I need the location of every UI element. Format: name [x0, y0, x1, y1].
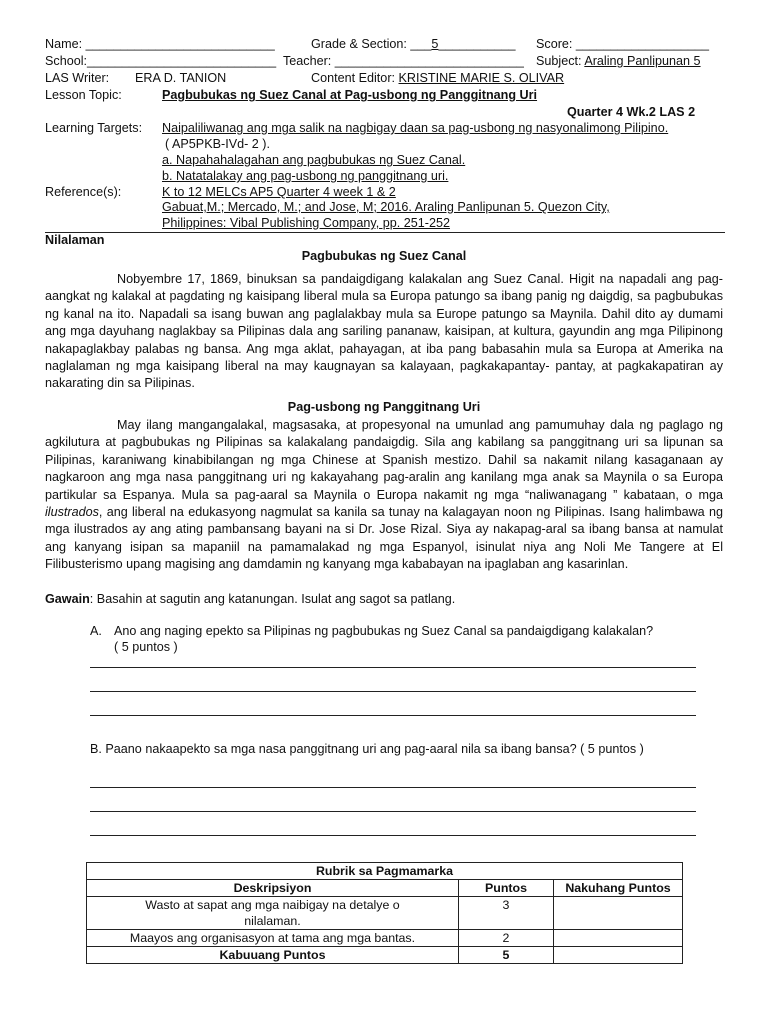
paragraph-middle-class [45, 417, 723, 574]
answer-line-b2[interactable] [90, 811, 696, 812]
answer-line-a2[interactable] [90, 691, 696, 692]
answer-line-a3[interactable] [90, 715, 696, 716]
grade-tail: ___________ [438, 37, 516, 51]
rubric-total-earned[interactable] [554, 947, 683, 964]
answer-line-b3[interactable] [90, 835, 696, 836]
table-row [87, 897, 683, 930]
heading-suez-canal: Pagbubukas ng Suez Canal [301, 249, 467, 263]
score-field-label: Score: ___________________ [536, 37, 709, 51]
paragraph-suez-canal [45, 271, 723, 393]
subject-value: Araling Panlipunan 5 [584, 54, 701, 68]
answer-line-b1[interactable] [90, 787, 696, 788]
rubric-row-1-description [87, 897, 459, 930]
rubric-total-label: Kabuuang Puntos [87, 947, 459, 964]
header-divider [45, 232, 725, 233]
col-points: Puntos [459, 880, 554, 897]
references-label: Reference(s): [45, 185, 122, 199]
teacher-field-label: Teacher: ___________________________ [283, 54, 524, 68]
rubric-row-1-desc-line-1: Wasto at sapat ang mga naibigay na detalye o [145, 898, 400, 912]
editor-value: KRISTINE MARIE S. OLIVAR [398, 71, 565, 85]
rubric-title: Rubrik sa Pagmamarka [87, 863, 683, 880]
section-label: Nilalaman [45, 233, 105, 247]
targets-code: ( AP5PKB-IVd- 2 ). [165, 137, 270, 151]
targets-label: Learning Targets: [45, 121, 143, 135]
col-description: Deskripsiyon [87, 880, 459, 897]
school-field-label: School:___________________________ [45, 54, 277, 68]
paragraph-2a-text: May ilang mangangalakal, magsasaka, at propesyonal na umunlad ang pamumuhay dala ng paglago ng agkilutura at pagbubukas ng Pilipinas sa kalakalang pandaigdig. Sila ang kabilang sa panggitnang uri sa lipunan sa Pilipinas, karaniwang kinabibilangan ng mga Chinese at Spanish mestizo. Dahil sa nakamit nilang kasaganaan ay nagkaroon ang mga nasa panggitnang uri ng kakayahang pag-aralin ang kanilang mga anak sa Maynila o sa Europa partikular sa Espanya. Mula sa pag-aaral sa Maynila o Europa nakamit ng mga “naliwanagang ” kabataan, o mga [45, 418, 723, 502]
table-row [87, 947, 683, 964]
table-row [87, 930, 683, 947]
question-b-text: B. Paano nakaapekto sa mga nasa panggitnang uri ang pag-aaral nila sa ibang bansa? ( 5 puntos ) [90, 742, 644, 756]
paragraph-1-text: Nobyembre 17, 1869, binuksan sa pandaigdigang kalakalan ang Suez Canal. Higit na napadali ang pag-aangkat ng kalakal at pagdating ng kaisipang liberal mula sa Europa patungo sa ibang panig ng daigdig, sa pagbubukas ng kanal na ito. Napadali sa isang buwan ang paglalakbay mula sa Europe patungo sa Maynila. Dahil dito ay dumami ang mga dayuhang naglakbay sa Pilipinas dala ang sariling pananaw, kaisipan, at kultura, gayundin ang mga Pilipinong nakapaglakbay palabas ng bansa. Ang mga aklat, pahayagan, at iba pang babasahin mula sa Europa at Amerika na naglalaman ng mga kaisipang liberal na may kaugnayan sa kalayaan, pagkakapantay- pantay, at pagkakapatiran ay nakarating din sa Pilipinas. [45, 272, 723, 391]
target-a: a. Napahahalagahan ang pagbubukas ng Suez Canal. [162, 153, 466, 167]
ilustrados-term: ilustrados [45, 505, 99, 520]
topic-label: Lesson Topic: [45, 88, 122, 102]
question-a-letter: A. [90, 624, 102, 638]
writer-value: ERA D. TANION [135, 71, 227, 85]
answer-line-a1[interactable] [90, 667, 696, 668]
activity-label: Gawain [45, 592, 90, 606]
rubric-table [86, 862, 683, 964]
rubric-row-1-points: 3 [459, 897, 554, 930]
reference-3: Philippines: Vibal Publishing Company, pp. 251-252 [162, 216, 450, 230]
grade-value: 5 [431, 37, 439, 51]
heading-middle-class: Pag-usbong ng Panggitnang Uri [287, 400, 481, 414]
reference-1: K to 12 MELCs AP5 Quarter 4 week 1 & 2 [162, 185, 396, 199]
grade-label: Grade & Section: ___ [311, 37, 432, 51]
reference-2: Gabuat,M.; Mercado, M.; and Jose, M; 2016. Araling Panlipunan 5. Quezon City, [162, 200, 610, 214]
rubric-row-1-desc-line-2: nilalaman. [244, 914, 301, 928]
question-a-points: ( 5 puntos ) [114, 640, 178, 654]
paragraph-2b-text: , ang liberal na edukasyong nagmulat sa kanila sa tunay na kalagayan noon ng Pilipinas. Isang halimbawa ng mga ilustrados ay ang ating pambansang bayani na si Dr. Jose Rizal. Siya ay nakapag-aral sa ibang bansa at namulat ang kanyang isipan sa mapaniil na pamamalakad ng mga Espanyol, isinulat niya ang Noli Me Tangere at El Filibusterismo upang magising ang damdamin ng kanyang mga kababayan na ipaglaban ang kasarinlan. [45, 505, 723, 572]
targets-main: Naipaliliwanag ang mga salik na nagbigay daan sa pag-usbong ng nasyonalimong Pilipino. [162, 121, 669, 135]
editor-field [311, 71, 564, 85]
rubric-total-points: 5 [459, 947, 554, 964]
quarter-label: Quarter 4 Wk.2 LAS 2 [567, 105, 696, 119]
rubric-row-1-earned[interactable] [554, 897, 683, 930]
rubric-row-2-description: Maayos ang organisasyon at tama ang mga bantas. [87, 930, 459, 947]
question-a-text: Ano ang naging epekto sa Pilipinas ng pagbubukas ng Suez Canal sa pandaigdigang kalakalan? [114, 624, 654, 638]
target-b: b. Natatalakay ang pag-usbong ng panggitnang uri. [162, 169, 449, 183]
subject-field [536, 54, 701, 68]
grade-section-field [311, 37, 515, 51]
name-field-label: Name: ___________________________ [45, 37, 275, 51]
activity-instruction-text: : Basahin at sagutin ang katanungan. Isulat ang sagot sa patlang. [89, 592, 456, 606]
col-earned: Nakuhang Puntos [554, 880, 683, 897]
subject-label: Subject: [536, 54, 582, 68]
rubric-row-2-earned[interactable] [554, 930, 683, 947]
editor-label: Content Editor: [311, 71, 396, 85]
topic-value: Pagbubukas ng Suez Canal at Pag-usbong ng Panggitnang Uri [162, 88, 538, 102]
rubric-row-2-points: 2 [459, 930, 554, 947]
activity-instruction [45, 592, 455, 606]
writer-label: LAS Writer: [45, 71, 110, 85]
